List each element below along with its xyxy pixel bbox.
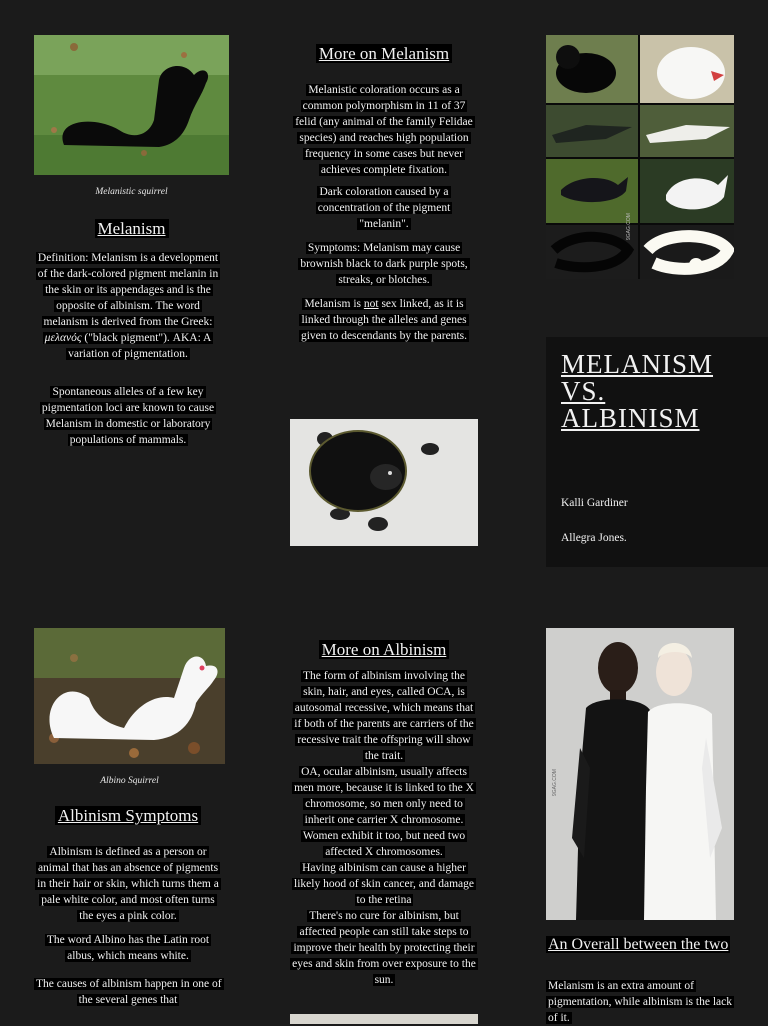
albinism-symptoms-heading: Albinism Symptoms bbox=[34, 806, 222, 826]
no-cure-text: There's no cure for albinism, but affected people can still take steps to improve their health by protecting their eyes and skin from over exposure to the sun. bbox=[292, 910, 476, 986]
melanism-albinism-animal-grid bbox=[546, 35, 734, 279]
melanism-definition-column bbox=[34, 250, 222, 454]
portrait-watermark: 9GAG.COM bbox=[552, 769, 558, 796]
author-allegra: Allegra Jones. bbox=[561, 532, 627, 544]
more-on-albinism-column bbox=[290, 668, 478, 988]
melanism-symptoms-text: Symptoms: Melanism may cause brownish black to dark purple spots, streaks, or blotches. bbox=[300, 242, 468, 286]
melanistic-squirrel-photo bbox=[34, 35, 229, 175]
skin-cancer-text: Having albinism can cause a higher likely hood of skin cancer, and damage to the retina bbox=[294, 862, 474, 906]
more-on-melanism-heading: More on Melanism bbox=[290, 44, 478, 64]
melanism-definition: Definition: Melanism is a development of the dark-colored pigment melanin in the skin or its appendages and is the opposite of albinism. The word melanism is derived from the Greek: μελανός ("black pigment"). AKA: A variation of pigmentation. bbox=[37, 252, 219, 360]
melanism-alleles-text: Spontaneous alleles of a few key pigmentation loci are known to cause Melanism in domestic or laboratory populations of mammals. bbox=[41, 386, 215, 446]
melanism-felid-text: Melanistic coloration occurs as a common polymorphism in 11 of 37 felid (any animal of the family Felidae species) and reaches high population frequency in some cases but never achieves complete fixation. bbox=[295, 84, 473, 176]
melanistic-squirrel-caption: Melanistic squirrel bbox=[95, 187, 168, 197]
more-on-albinism-heading: More on Albinism bbox=[290, 640, 478, 660]
contrast-portrait-photo bbox=[546, 628, 734, 920]
albinism-definition: Albinism is defined as a person or animal that has an absence of pigments in their hair or skin, which turns them a pale white color, and most often turns the eyes a pink color. bbox=[37, 846, 219, 922]
albinism-latin-root: The word Albino has the Latin root albus, which means white. bbox=[46, 934, 210, 962]
oca-text: The form of albinism involving the skin, hair, and eyes, called OCA, is autosomal recessive, which means that if both of the parents are carriers of the recessive trait the offspring will show the trait. bbox=[294, 670, 474, 762]
grid-watermark: 9GAG.COM bbox=[626, 213, 632, 240]
main-title: MELANISM VS. ALBINISM bbox=[561, 349, 714, 433]
overall-heading: An Overall between the two bbox=[548, 936, 729, 953]
black-turtle-photo bbox=[290, 419, 478, 546]
melanism-sex-linked-text: Melanism is not sex linked, as it is linked through the alleles and genes given to descendants by the parents. bbox=[300, 298, 468, 342]
more-on-melanism-column bbox=[290, 82, 478, 350]
oa-text: OA, ocular albinism, usually affects men more, because it is linked to the X chromosome, so men only need to inherit one carrier X chromosome. Women exhibit it too, but need two affected X chromosomes. bbox=[294, 766, 474, 858]
melanism-coloration-text: Dark coloration caused by a concentration of the pigment "melanin". bbox=[317, 186, 451, 230]
albino-squirrel-caption: Albino Squirrel bbox=[100, 776, 159, 786]
overall-text: Melanism is an extra amount of pigmentation, while albinism is the lack of it. bbox=[548, 980, 732, 1024]
title-panel bbox=[546, 337, 768, 567]
albino-squirrel-photo bbox=[34, 628, 225, 764]
partial-bottom-photo bbox=[290, 1014, 478, 1024]
author-kalli: Kalli Gardiner bbox=[561, 497, 628, 509]
melanism-heading: Melanism bbox=[34, 219, 229, 239]
albinism-symptoms-column bbox=[34, 844, 222, 1014]
albinism-causes: The causes of albinism happen in one of the several genes that bbox=[36, 978, 222, 1006]
